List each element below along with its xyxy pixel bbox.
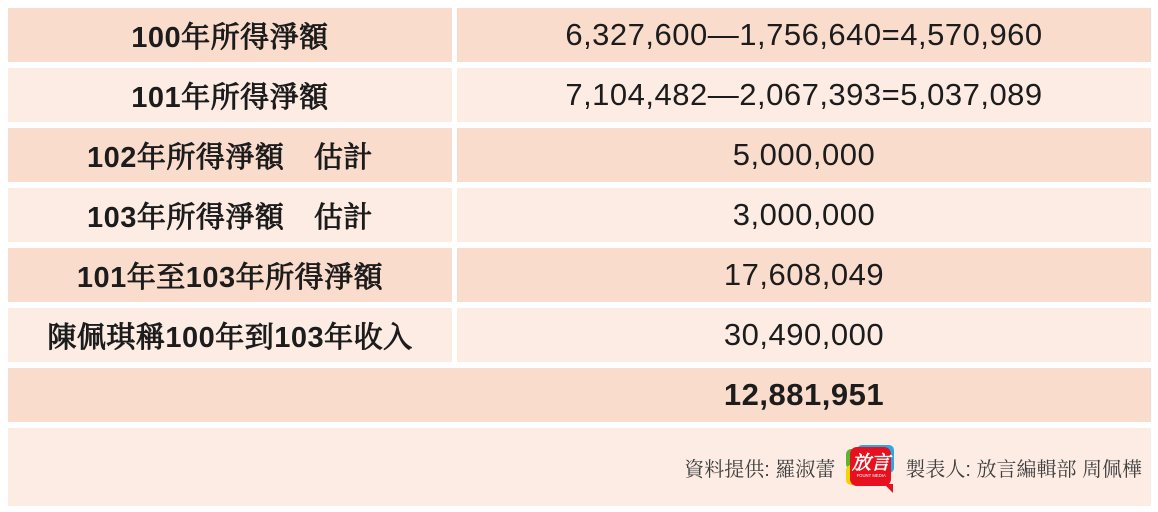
row-value: 5,000,000 [457, 128, 1151, 182]
table-row [8, 188, 1151, 242]
table-row [8, 308, 1151, 362]
author-credit: 製表人: 放言編輯部 周佩樺 [905, 458, 1142, 481]
row-value: 17,608,049 [457, 248, 1151, 302]
total-row-spacer [8, 368, 457, 422]
logo-subtext: FOUNT MEDIA [856, 473, 886, 479]
row-value: 30,490,000 [457, 308, 1151, 362]
fount-media-logo-icon [846, 445, 894, 490]
row-label: 陳佩琪稱100年到103年收入 [8, 308, 452, 362]
table-row [8, 248, 1151, 302]
total-value: 12,881,951 [723, 377, 885, 412]
table-footer [8, 428, 1151, 506]
source-credit: 資料提供: 羅淑蕾 [684, 458, 836, 481]
row-value: 3,000,000 [457, 188, 1151, 242]
logo-text: 放言 [851, 452, 890, 474]
table-row [8, 8, 1151, 62]
row-label: 103年所得淨額 估計 [8, 188, 452, 242]
row-label: 100年所得淨額 [8, 8, 452, 62]
row-label: 101年至103年所得淨額 [8, 248, 452, 302]
row-label: 102年所得淨額 估計 [8, 128, 452, 182]
income-table [8, 8, 1151, 506]
row-label: 101年所得淨額 [8, 68, 452, 122]
row-value: 7,104,482—2,067,393=5,037,089 [457, 68, 1151, 122]
table-row [8, 68, 1151, 122]
row-value: 6,327,600—1,756,640=4,570,960 [457, 8, 1151, 62]
logo-red-square [850, 447, 891, 486]
total-row [8, 368, 1151, 422]
table-row [8, 128, 1151, 182]
